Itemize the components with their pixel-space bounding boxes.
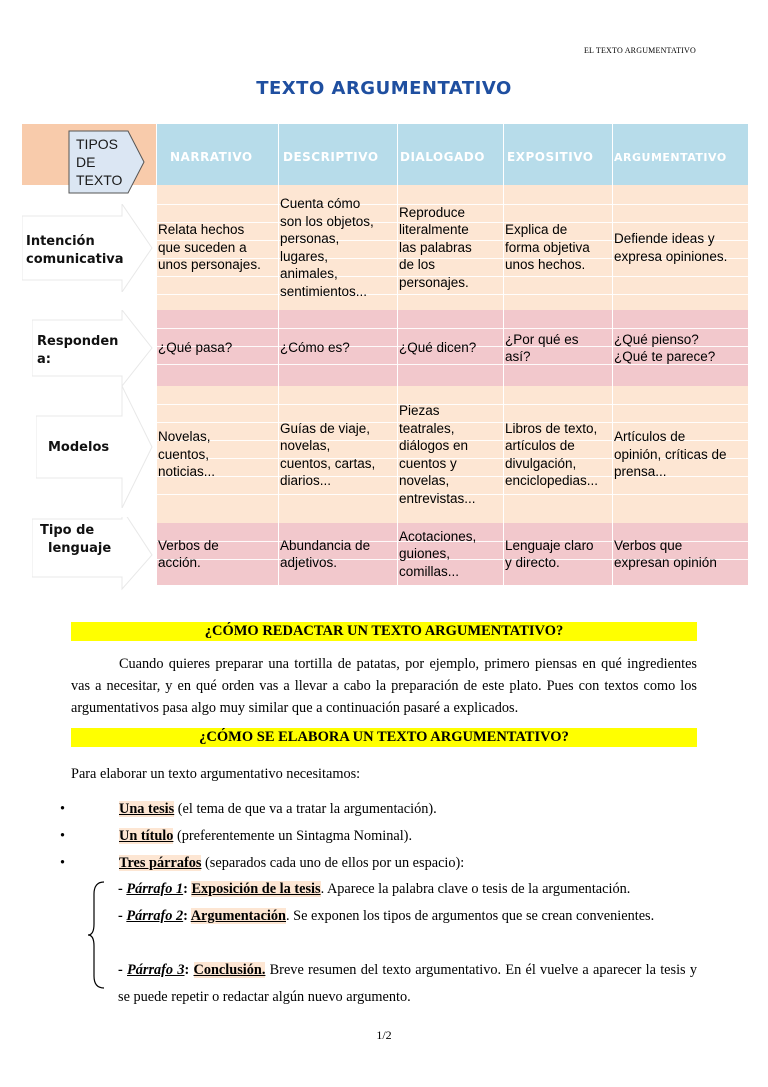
table-cell-line: diálogos en	[399, 438, 469, 453]
curly-brace-icon	[86, 880, 108, 990]
table-cell-line: Reproduce	[399, 204, 466, 220]
table-cell-line: ¿Cómo es?	[280, 340, 350, 356]
table-cell	[280, 195, 374, 300]
table-cell-line: personas,	[280, 231, 340, 246]
row-label-intencion	[26, 233, 124, 269]
table-cell-line: Guías de viaje,	[280, 420, 371, 436]
running-header: EL TEXTO ARGUMENTATIVO	[583, 46, 696, 55]
table-cell-line: ¿Por qué es	[505, 331, 579, 347]
sub-term: Argumentación	[190, 908, 286, 924]
table-cell-line: teatrales,	[399, 420, 455, 436]
table-cell	[280, 339, 350, 357]
row-label-line: Tipo de	[40, 523, 95, 538]
page-title: TEXTO ARGUMENTATIVO	[256, 78, 512, 99]
table-cell-line: lugares,	[280, 248, 329, 264]
table-cell	[158, 428, 215, 481]
bullet-term: Un título	[119, 828, 174, 844]
page-number: 1/2	[376, 1028, 392, 1042]
sub-sep: :	[183, 908, 191, 924]
table-cell-line: y directo.	[505, 555, 560, 570]
table-cell	[505, 331, 579, 366]
table-cell-line: cuentos,	[158, 446, 210, 462]
table-cell-line: que suceden a	[158, 239, 247, 255]
column-header-argumentativo: ARGUMENTATIVO	[614, 151, 727, 164]
table-cell-line: Relata hechos	[158, 222, 245, 238]
row-label-line: Responden	[37, 334, 119, 349]
corner-label-line: DE	[76, 154, 96, 170]
row-label-line: comunicativa	[26, 252, 124, 267]
table-cell	[614, 537, 717, 572]
table-cell-line: Verbos que	[614, 537, 683, 553]
table-cell-line: noticias...	[158, 464, 216, 480]
bullet-text: (separados cada uno de ellos por un espacio):	[201, 855, 465, 871]
sub-prefix: -	[118, 908, 127, 924]
table-cell	[158, 221, 261, 274]
sub-sep: :	[184, 962, 194, 978]
table-cell-line: Novelas,	[158, 429, 211, 445]
paragraph-item-3	[118, 957, 697, 1011]
table-cell	[399, 204, 472, 292]
table-cell-line: las palabras	[399, 239, 472, 255]
corner-label-line: TIPOS	[76, 136, 119, 152]
table-cell-line: adjetivos.	[280, 555, 338, 570]
table-cell-line: sentimientos...	[280, 283, 368, 299]
table-cell-line: son los objetos,	[280, 213, 374, 229]
row-label-tipo-lenguaje	[40, 522, 111, 558]
table-cell-line: personajes.	[399, 274, 469, 290]
sub-text: Breve resumen del texto argumentativo. En él vuelve a aparecer la tesis y se puede repetir o redactar algún nuevo argumento.	[118, 962, 698, 1005]
table-cell-line: acción.	[158, 555, 201, 570]
table-cell-line: cuentos y	[399, 455, 457, 471]
paragraph-item-1	[118, 876, 697, 903]
section-heading-redactar: ¿CÓMO REDACTAR UN TEXTO ARGUMENTATIVO?	[71, 622, 697, 641]
bullet-icon: •	[60, 828, 66, 844]
text-types-table	[22, 124, 748, 585]
table-cell-line: ¿Qué dicen?	[399, 340, 477, 356]
table-cell	[505, 420, 598, 490]
sub-sep: :	[183, 881, 192, 897]
row-label-line: Intención	[26, 234, 95, 249]
table-cell-line: Cuenta cómo	[280, 196, 361, 211]
table-cell	[280, 420, 375, 490]
table-cell-line: Explica de	[505, 222, 568, 238]
paragraph-item-2	[118, 903, 697, 930]
table-cell-line: Verbos de	[158, 537, 219, 553]
table-cell-line: diarios...	[280, 473, 332, 488]
table-cell-line: ¿Qué te parece?	[614, 349, 716, 364]
table-cell-line: ¿Qué pienso?	[614, 331, 699, 347]
table-cell-line: novelas,	[399, 473, 450, 488]
table-cell-line: expresan opinión	[614, 555, 717, 570]
table-cell-line: enciclopedias...	[505, 473, 599, 488]
bullet-icon: •	[60, 855, 66, 871]
table-cell-line: Lenguaje claro	[505, 537, 594, 553]
elabora-intro: Para elaborar un texto argumentativo necesitamos:	[71, 766, 361, 782]
table-cell	[399, 528, 476, 581]
column-header-expositivo: EXPOSITIVO	[507, 150, 594, 164]
sub-label: Párrafo 2	[126, 908, 184, 924]
bullet-icon: •	[60, 801, 66, 817]
bullet-text: (preferentemente un Sintagma Nominal).	[173, 828, 413, 844]
table-cell	[505, 221, 590, 274]
sub-label: Párrafo 1	[126, 881, 184, 897]
sub-prefix: -	[118, 962, 128, 978]
bullet-term: Una tesis	[119, 801, 175, 817]
corner-label-line: TEXTO	[76, 172, 123, 188]
sub-text: . Se exponen los tipos de argumentos que se crean convenientes.	[286, 908, 655, 924]
table-cell-line: así?	[505, 349, 531, 364]
row-label-modelos	[48, 439, 109, 457]
table-cell-line: Piezas	[399, 403, 440, 418]
table-cell-line: Acotaciones,	[399, 528, 477, 544]
table-cell	[399, 339, 476, 357]
table-cell-line: divulgación,	[505, 455, 577, 471]
table-cell-line: forma objetiva	[505, 239, 590, 255]
table-cell-line: Defiende ideas y	[614, 231, 715, 246]
column-header-descriptivo: DESCRIPTIVO	[283, 150, 379, 164]
table-cell-line: opinión, críticas de	[614, 446, 727, 462]
row-label-line: Modelos	[48, 440, 110, 455]
intro-paragraph: Cuando quieres preparar una tortilla de patatas, por ejemplo, primero piensas en qué ingredientes vas a necesitar, y en qué orden vas a llevar a cabo la preparación de este plato. Pues con textos como los argumentativos pasa algo muy similar que a continuación pasaré a explicados.	[71, 656, 697, 716]
bullet-term: Tres párrafos	[119, 855, 202, 871]
table-cell-line: prensa...	[614, 464, 667, 480]
table-cell	[158, 537, 219, 572]
bullet-text: (el tema de que va a tratar la argumentación).	[174, 801, 437, 817]
column-header-narrativo: NARRATIVO	[170, 150, 253, 164]
table-cell-line: ¿Qué pasa?	[158, 340, 233, 356]
sub-term: Exposición de la tesis	[191, 881, 321, 897]
table-cell-line: animales,	[280, 266, 338, 281]
table-cell-line: Abundancia de	[280, 537, 371, 553]
table-cell	[614, 428, 727, 481]
table-cell-line: guiones,	[399, 546, 451, 562]
table-cell-line: literalmente	[399, 222, 469, 238]
table-cell-line: novelas,	[280, 438, 331, 453]
table-cell-line: expresa opiniones.	[614, 248, 728, 264]
table-cell-line: entrevistas...	[399, 490, 476, 506]
sub-text: . Aparece la palabra clave o tesis de la argumentación.	[320, 881, 631, 897]
row-label-line: lenguaje	[48, 541, 112, 556]
corner-label	[76, 135, 122, 189]
sub-prefix: -	[118, 881, 127, 897]
row-label-line: a:	[37, 352, 51, 367]
table-cell	[505, 537, 594, 572]
table-cell-line: Libros de texto,	[505, 420, 598, 436]
sub-label: Párrafo 3	[127, 962, 185, 978]
table-cell-line: de los	[399, 257, 436, 273]
sub-term: Conclusión.	[193, 962, 266, 978]
section-heading-elabora: ¿CÓMO SE ELABORA UN TEXTO ARGUMENTATIVO?	[71, 728, 697, 747]
column-header-dialogado: DIALOGADO	[400, 150, 485, 164]
table-cell-line: cuentos, cartas,	[280, 455, 376, 471]
table-cell-line: artículos de	[505, 438, 575, 453]
table-cell	[399, 402, 476, 507]
table-cell	[614, 331, 715, 366]
row-label-responden	[37, 333, 118, 369]
table-cell	[280, 537, 370, 572]
table-cell	[614, 230, 727, 265]
table-cell-line: Artículos de	[614, 429, 686, 445]
table-cell-line: comillas...	[399, 563, 460, 579]
table-cell-line: unos personajes.	[158, 257, 261, 273]
table-cell-line: unos hechos.	[505, 257, 586, 273]
table-cell	[158, 339, 232, 357]
